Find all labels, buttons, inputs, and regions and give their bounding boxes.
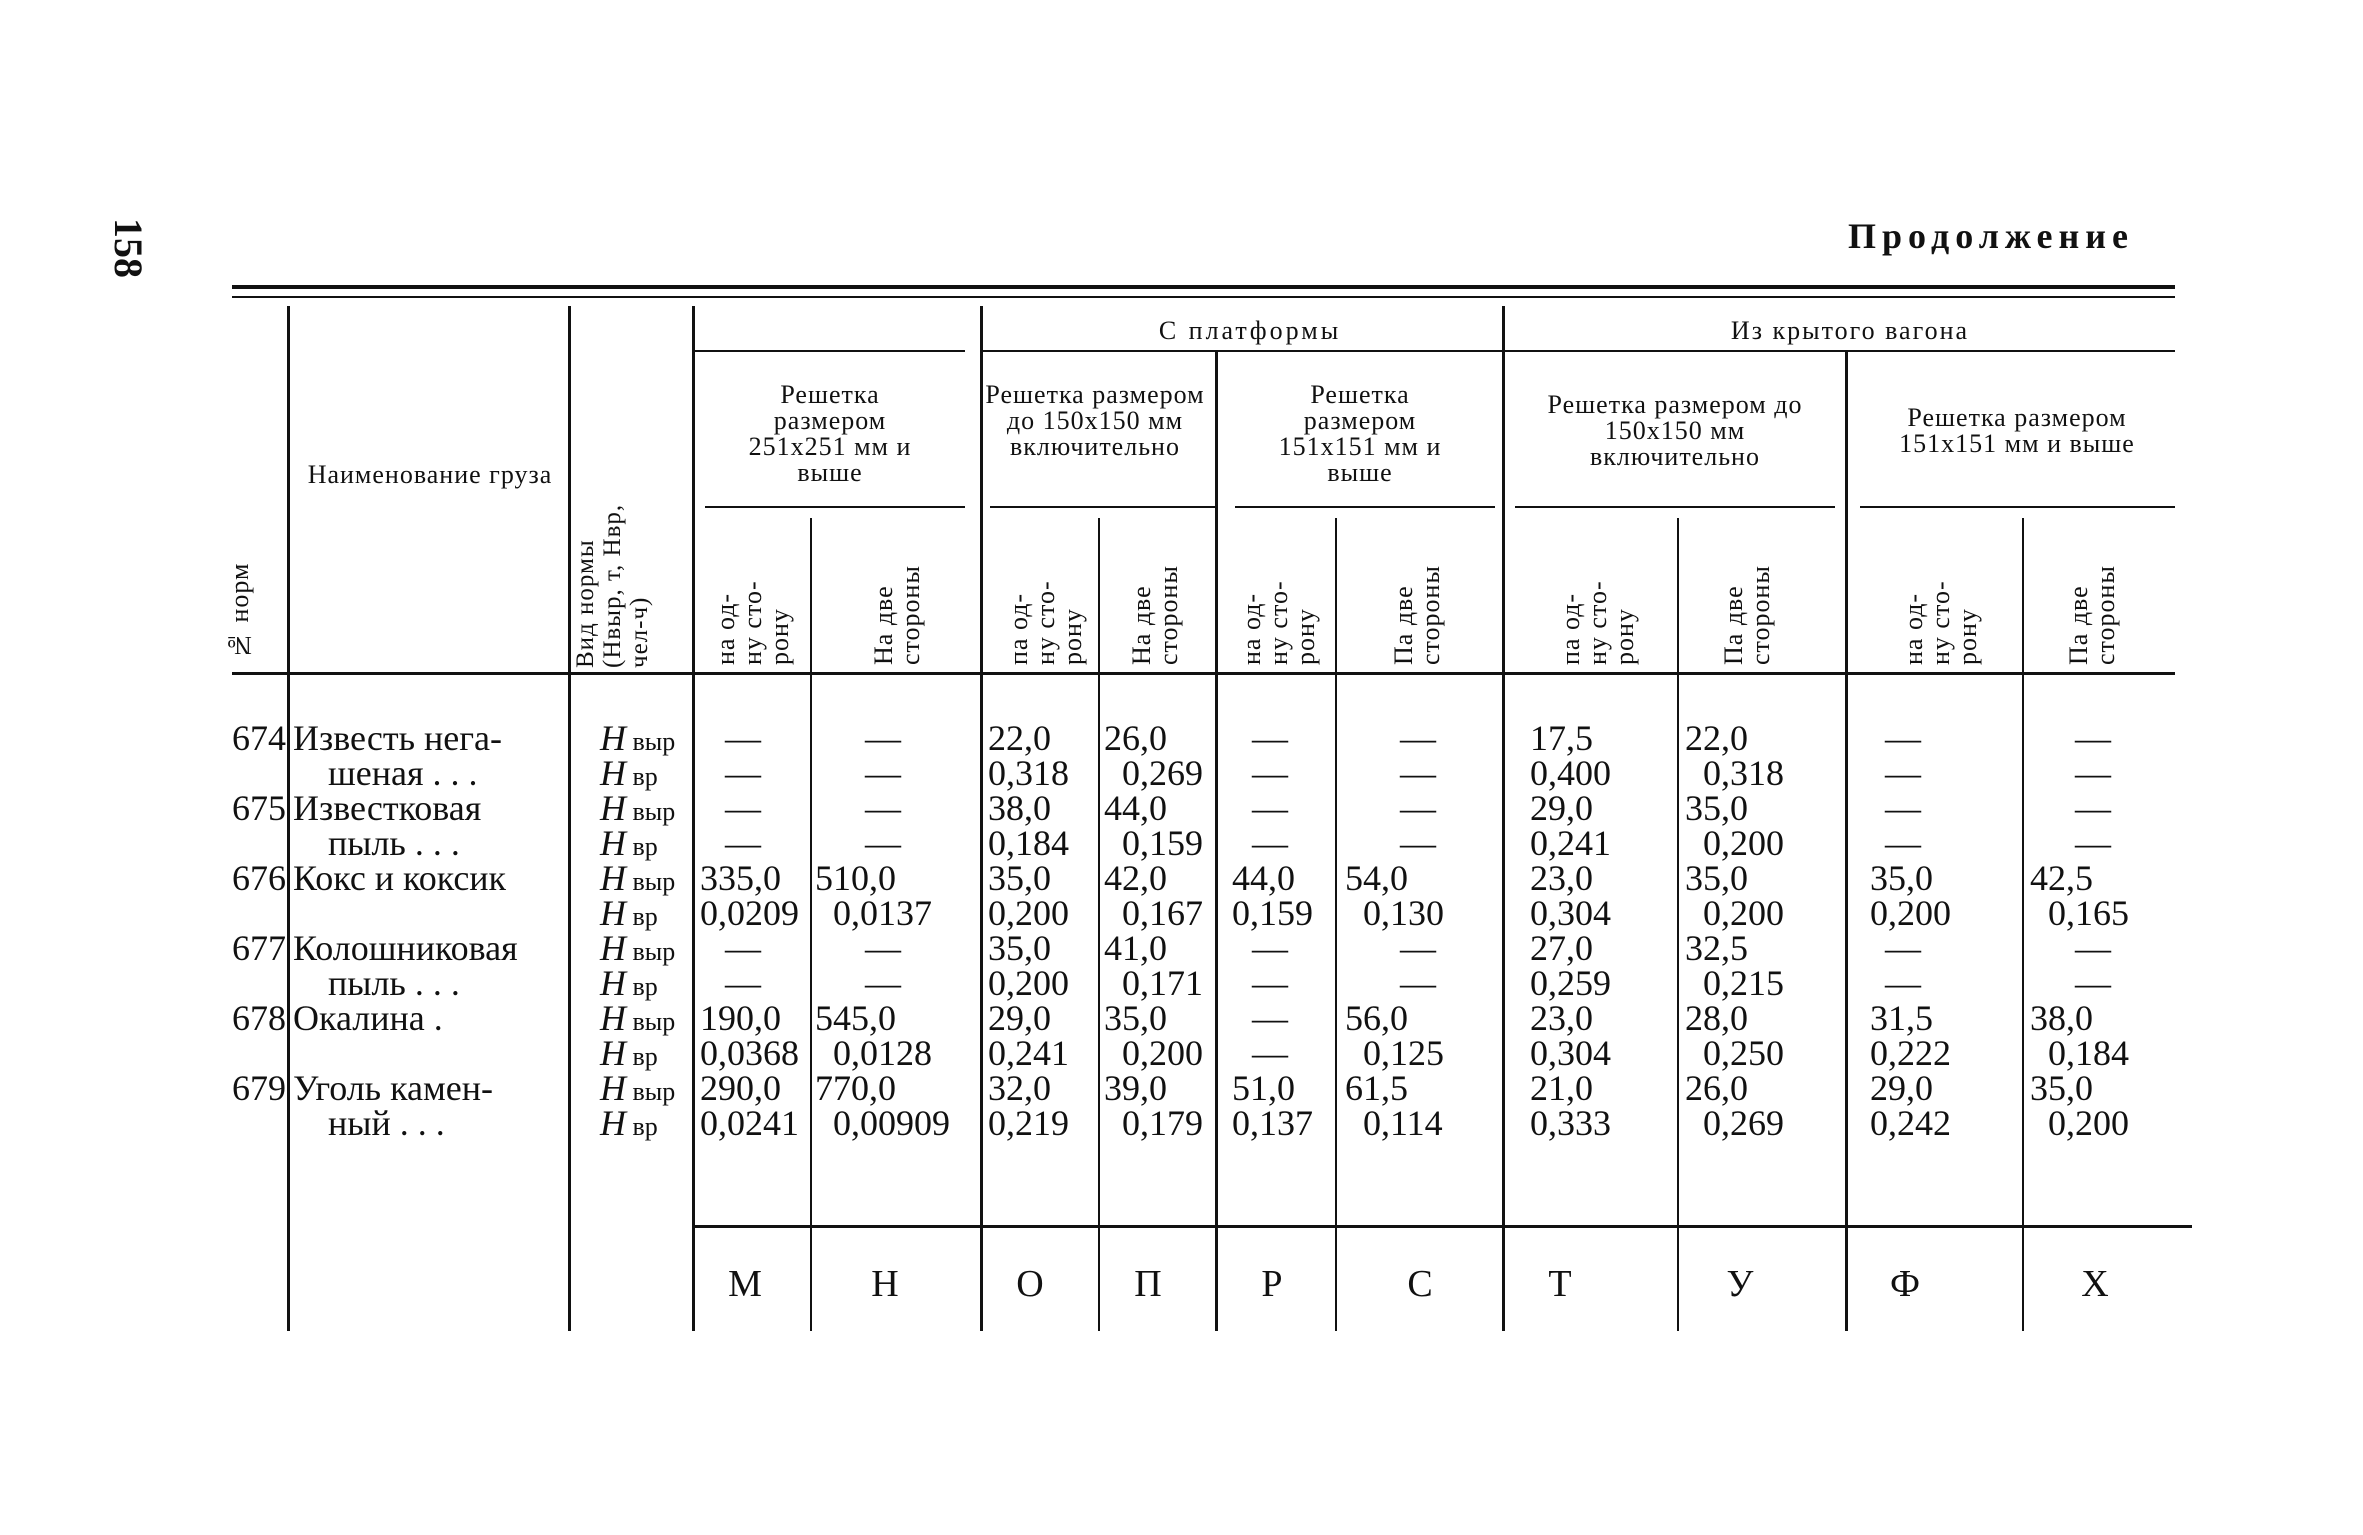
- table-cell: 39,0: [1104, 1068, 1167, 1108]
- table-cell: 44,0: [1104, 788, 1167, 828]
- table-cell: —: [2075, 928, 2111, 968]
- norm-symbol: Н: [600, 998, 626, 1038]
- table-cell: —: [1400, 788, 1436, 828]
- cargo-name-line1: Известковая: [293, 788, 482, 828]
- table-cell: —: [725, 718, 761, 758]
- table-cell: —: [725, 823, 761, 863]
- table-cell: 0,219: [988, 1103, 1069, 1143]
- letters-rule: [692, 1225, 2192, 1228]
- table-cell: —: [1885, 718, 1921, 758]
- table-cell: 0,0209: [700, 893, 799, 933]
- norm-symbol: Н: [600, 928, 626, 968]
- table-cell: 0,0128: [833, 1033, 932, 1073]
- norm-symbol: Н: [600, 1103, 626, 1143]
- column-letter: М: [728, 1263, 762, 1305]
- table-cell: —: [1400, 823, 1436, 863]
- table-cell: 54,0: [1345, 858, 1408, 898]
- norm-subscript: выр: [626, 727, 676, 756]
- page-number-text: 158: [106, 218, 151, 278]
- table-cell: 0,259: [1530, 963, 1611, 1003]
- column-letter: О: [1016, 1263, 1044, 1305]
- table-cell: 23,0: [1530, 858, 1593, 898]
- rule-sub-251: [705, 506, 965, 508]
- rule-251: [695, 350, 965, 352]
- table-cell: —: [1400, 718, 1436, 758]
- vline-sub-4: [1677, 518, 1679, 1331]
- table-cell: 29,0: [988, 998, 1051, 1038]
- cargo-name-line1: Колошниковая: [293, 928, 518, 968]
- table-cell: —: [1400, 753, 1436, 793]
- norm-symbol: Н: [600, 823, 626, 863]
- table-cell: 35,0: [988, 928, 1051, 968]
- table-cell: 23,0: [1530, 998, 1593, 1038]
- table-cell: 0,184: [988, 823, 1069, 863]
- table-cell: 0,250: [1703, 1033, 1784, 1073]
- table-cell: 0,400: [1530, 753, 1611, 793]
- table-cell: 0,215: [1703, 963, 1784, 1003]
- table-cell: 42,5: [2030, 858, 2093, 898]
- table-cell: 0,159: [1232, 893, 1313, 933]
- header-from-wagon: Из крытого вагона: [1730, 316, 1970, 345]
- header-two-sides-c: Па две стороны: [1389, 565, 1445, 665]
- table-cell: —: [1252, 928, 1288, 968]
- norm-symbol: Н: [600, 858, 626, 898]
- table-cell: 545,0: [815, 998, 896, 1038]
- table-cell: —: [865, 753, 901, 793]
- table-cell: 0,269: [1703, 1103, 1784, 1143]
- header-name: Наименование груза: [307, 460, 553, 489]
- table-cell: 0,125: [1363, 1033, 1444, 1073]
- page-number: [105, 218, 152, 288]
- table-cell: 22,0: [988, 718, 1051, 758]
- table-cell: 335,0: [700, 858, 781, 898]
- table-cell: —: [865, 823, 901, 863]
- header-two-sides-a: На две стороны: [869, 565, 925, 665]
- table-cell: 0,130: [1363, 893, 1444, 933]
- cargo-name-line1: Уголь камен-: [293, 1068, 494, 1108]
- rule-wagon: [1504, 350, 2175, 352]
- vline-name: [568, 306, 571, 1331]
- rule-sub-w150: [1515, 506, 1835, 508]
- header-one-side-b: па од- ну сто- рону: [1004, 580, 1087, 665]
- table-cell: 27,0: [1530, 928, 1593, 968]
- table-cell: —: [865, 718, 901, 758]
- table-cell: 770,0: [815, 1068, 896, 1108]
- table-cell: 0,200: [1870, 893, 1951, 933]
- norm-subscript: вр: [626, 1042, 658, 1071]
- row-number: 678: [232, 998, 286, 1038]
- table-cell: —: [1252, 998, 1288, 1038]
- table-cell: —: [2075, 823, 2111, 863]
- vline-no: [287, 306, 290, 1331]
- table-cell: —: [2075, 718, 2111, 758]
- table-cell: —: [725, 963, 761, 1003]
- header-one-side-a: на од- ну сто- рону: [711, 580, 794, 665]
- table-cell: —: [725, 928, 761, 968]
- header-one-side-c: на од- ну сто- рону: [1237, 580, 1320, 665]
- table-cell: 0,333: [1530, 1103, 1611, 1143]
- column-letter: Н: [871, 1263, 899, 1305]
- header-one-side-d: па од- ну сто- рону: [1556, 580, 1639, 665]
- norm-subscript: вр: [626, 902, 658, 931]
- norm-subscript: выр: [626, 867, 676, 896]
- cargo-name-line2: ный . . .: [328, 1103, 445, 1143]
- table-cell: 0,167: [1122, 893, 1203, 933]
- header-one-side-e: на од- ну сто- рону: [1899, 580, 1982, 665]
- continuation-label: Продолжение: [1848, 216, 2134, 256]
- table-cell: 35,0: [1104, 998, 1167, 1038]
- table-cell: 510,0: [815, 858, 896, 898]
- table-cell: 0,304: [1530, 893, 1611, 933]
- table-cell: 35,0: [2030, 1068, 2093, 1108]
- table-cell: 32,0: [988, 1068, 1051, 1108]
- table-cell: 0,137: [1232, 1103, 1313, 1143]
- table-cell: —: [1400, 928, 1436, 968]
- table-cell: 51,0: [1232, 1068, 1295, 1108]
- norm-subscript: выр: [626, 937, 676, 966]
- header-two-sides-b: На две стороны: [1127, 565, 1183, 665]
- table-cell: 29,0: [1870, 1068, 1933, 1108]
- norm-subscript: выр: [626, 1007, 676, 1036]
- table-cell: 32,5: [1685, 928, 1748, 968]
- norm-subscript: выр: [626, 1077, 676, 1106]
- norm-symbol: Н: [600, 1068, 626, 1108]
- top-rule-1: [232, 285, 2175, 289]
- table-cell: 0,0368: [700, 1033, 799, 1073]
- vline-sub-5: [2022, 518, 2024, 1331]
- table-cell: 0,304: [1530, 1033, 1611, 1073]
- cargo-name-line1: Кокс и коксик: [293, 858, 507, 898]
- table-cell: —: [725, 753, 761, 793]
- table-cell: 0,318: [988, 753, 1069, 793]
- table-cell: 0,241: [1530, 823, 1611, 863]
- table-cell: 26,0: [1104, 718, 1167, 758]
- table-cell: 0,184: [2048, 1033, 2129, 1073]
- vline-type: [692, 306, 695, 1331]
- column-letter: Х: [2081, 1263, 2109, 1305]
- rule-sub-p150: [990, 506, 1215, 508]
- row-number: 677: [232, 928, 286, 968]
- header-grid-p150: Решетка размером до 150x150 мм включительно: [985, 380, 1205, 461]
- table-cell: 22,0: [1685, 718, 1748, 758]
- table-cell: —: [725, 788, 761, 828]
- table-cell: —: [1252, 963, 1288, 1003]
- table-cell: 38,0: [988, 788, 1051, 828]
- vline-w2: [1845, 352, 1848, 1331]
- table-cell: 0,200: [1703, 893, 1784, 933]
- norm-subscript: вр: [626, 762, 658, 791]
- column-letter: С: [1407, 1263, 1433, 1305]
- table-cell: —: [1400, 963, 1436, 1003]
- header-grid-w150: Решетка размером до 150x150 мм включительно: [1547, 390, 1803, 471]
- rule-sub-w151: [1860, 506, 2175, 508]
- vline-sub-3: [1335, 518, 1337, 1331]
- table-cell: —: [1885, 928, 1921, 968]
- table-cell: 0,165: [2048, 893, 2129, 933]
- header-grid-p151: Решетка размером 151x151 мм и выше: [1278, 380, 1442, 487]
- header-grid-w151: Решетка размером 151x151 мм и выше: [1899, 403, 2135, 458]
- table-cell: —: [865, 928, 901, 968]
- table-cell: —: [1885, 823, 1921, 863]
- table-cell: 0,269: [1122, 753, 1203, 793]
- norm-type-vr: [600, 1105, 658, 1145]
- norm-symbol: Н: [600, 893, 626, 933]
- table-cell: —: [2075, 788, 2111, 828]
- norm-symbol: Н: [600, 963, 626, 1003]
- table-cell: 17,5: [1530, 718, 1593, 758]
- norm-symbol: Н: [600, 753, 626, 793]
- table-cell: 21,0: [1530, 1068, 1593, 1108]
- table-cell: 42,0: [1104, 858, 1167, 898]
- vline-p1: [980, 306, 983, 1331]
- table-cell: 290,0: [700, 1068, 781, 1108]
- header-no: № норм: [225, 562, 254, 660]
- norm-subscript: вр: [626, 832, 658, 861]
- header-two-sides-d: Па две стороны: [1719, 565, 1775, 665]
- table-cell: 31,5: [1870, 998, 1933, 1038]
- table-cell: 61,5: [1345, 1068, 1408, 1108]
- row-number: 679: [232, 1068, 286, 1108]
- column-letter: Р: [1261, 1263, 1283, 1305]
- table-cell: 0,200: [2048, 1103, 2129, 1143]
- table-cell: —: [1885, 963, 1921, 1003]
- table-cell: —: [1885, 788, 1921, 828]
- norm-symbol: Н: [600, 788, 626, 828]
- column-letter: П: [1134, 1263, 1162, 1305]
- top-rule-2: [232, 296, 2175, 298]
- table-cell: —: [1252, 753, 1288, 793]
- table-cell: 190,0: [700, 998, 781, 1038]
- table-cell: 0,200: [1122, 1033, 1203, 1073]
- column-letter: У: [1726, 1263, 1754, 1305]
- norm-subscript: выр: [626, 797, 676, 826]
- table-cell: 0,200: [1703, 823, 1784, 863]
- row-number: 674: [232, 718, 286, 758]
- cargo-name-line1: Известь нега-: [293, 718, 502, 758]
- table-cell: 26,0: [1685, 1068, 1748, 1108]
- table-cell: —: [2075, 753, 2111, 793]
- norm-symbol: Н: [600, 1033, 626, 1073]
- header-type: Вид нормы (Нвыр, т, Нвр, чел-ч): [572, 503, 653, 668]
- table-cell: 0,0241: [700, 1103, 799, 1143]
- table-cell: 35,0: [1870, 858, 1933, 898]
- table-cell: 44,0: [1232, 858, 1295, 898]
- table-cell: 0,179: [1122, 1103, 1203, 1143]
- vline-sub-1: [810, 518, 812, 1331]
- table-cell: 0,241: [988, 1033, 1069, 1073]
- norm-symbol: Н: [600, 718, 626, 758]
- table-cell: —: [1252, 788, 1288, 828]
- table-cell: 0,200: [988, 963, 1069, 1003]
- table-cell: —: [2075, 963, 2111, 1003]
- header-bottom-rule: [232, 672, 2175, 675]
- vline-p2: [1215, 352, 1218, 1331]
- rule-sub-p151: [1235, 506, 1495, 508]
- table-cell: —: [1252, 823, 1288, 863]
- table-cell: 29,0: [1530, 788, 1593, 828]
- table-cell: —: [1885, 753, 1921, 793]
- header-from-platform: С платформы: [1158, 316, 1342, 345]
- table-cell: 35,0: [988, 858, 1051, 898]
- table-cell: 0,00909: [833, 1103, 950, 1143]
- row-number: 676: [232, 858, 286, 898]
- table-cell: 0,114: [1363, 1103, 1443, 1143]
- table-cell: 41,0: [1104, 928, 1167, 968]
- table-cell: 0,0137: [833, 893, 932, 933]
- header-two-sides-e: Па две стороны: [2064, 565, 2120, 665]
- table-cell: 35,0: [1685, 788, 1748, 828]
- table-cell: —: [1252, 1033, 1288, 1073]
- header-grid-251: Решетка размером 251x251 мм и выше: [748, 380, 912, 487]
- table-cell: 0,171: [1122, 963, 1203, 1003]
- vline-w1: [1502, 306, 1505, 1331]
- table-cell: 28,0: [1685, 998, 1748, 1038]
- column-letter: Т: [1548, 1263, 1572, 1305]
- table-cell: 0,222: [1870, 1033, 1951, 1073]
- table-cell: —: [1252, 718, 1288, 758]
- table-cell: 35,0: [1685, 858, 1748, 898]
- cargo-name-line1: Окалина .: [293, 998, 443, 1038]
- table-cell: 0,159: [1122, 823, 1203, 863]
- table-cell: 0,318: [1703, 753, 1784, 793]
- row-number: 675: [232, 788, 286, 828]
- cargo-name-line2: пыль . . .: [328, 963, 460, 1003]
- vline-sub-2: [1098, 518, 1100, 1331]
- rule-platform: [982, 350, 1502, 352]
- norm-subscript: вр: [626, 972, 658, 1001]
- table-cell: 0,242: [1870, 1103, 1951, 1143]
- table-cell: —: [865, 963, 901, 1003]
- table-cell: 0,200: [988, 893, 1069, 933]
- norm-subscript: вр: [626, 1112, 658, 1141]
- table-cell: 56,0: [1345, 998, 1408, 1038]
- cargo-name-line2: шеная . . .: [328, 753, 478, 793]
- cargo-name-line2: пыль . . .: [328, 823, 460, 863]
- column-letter: Ф: [1889, 1263, 1921, 1305]
- table-cell: —: [865, 788, 901, 828]
- table-cell: 38,0: [2030, 998, 2093, 1038]
